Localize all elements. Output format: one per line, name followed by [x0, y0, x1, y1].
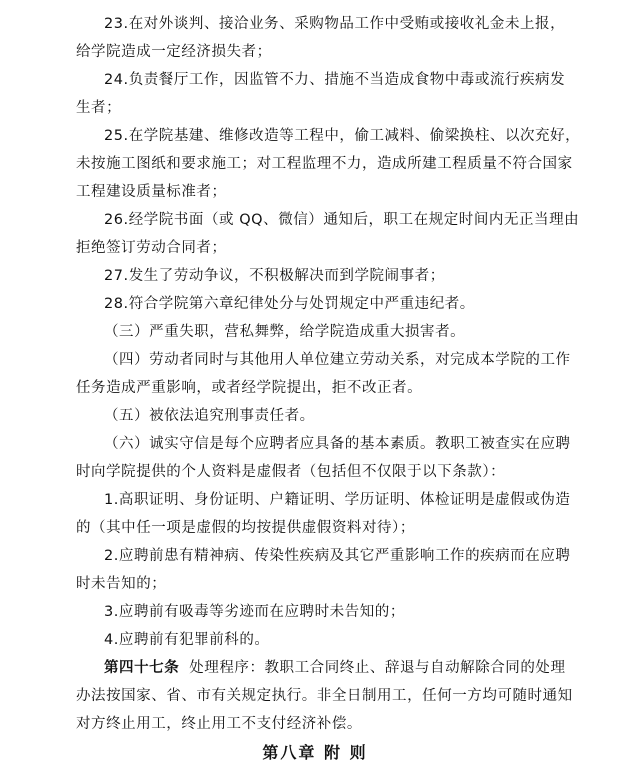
chapter-title: 第八章 附 则 — [262, 743, 368, 762]
item-26-line-1: 26.经学院书面（或 QQ、微信）通知后，职工在规定时间内无正当理由 — [104, 212, 580, 228]
subitem-4: 4.应聘前有犯罪前科的。 — [104, 632, 270, 648]
item-28: 28.符合学院第六章纪律处分与处罚规定中严重违纪者。 — [104, 296, 475, 312]
clause-6-line-1: （六）诚实守信是每个应聘者应具备的基本素质。教职工被查实在应聘 — [104, 436, 571, 452]
article-47-line-2: 办法按国家、省、市有关规定执行。非全日制用工，任何一方均可随时通知 — [76, 688, 573, 704]
subitem-2-line-2: 时未告知的； — [76, 576, 167, 592]
article-47-text-first: 处理程序：教职工合同终止、辞退与自动解除合同的处理 — [189, 660, 566, 676]
item-26-line-2: 拒绝签订劳动合同者； — [76, 240, 227, 256]
clause-4-line-2: 任务造成严重影响，或者经学院提出，拒不改正者。 — [76, 380, 423, 396]
subitem-1-line-2: 的（其中任一项是虚假的均按提供虚假资料对待）； — [76, 520, 415, 536]
article-47-heading: 第四十七条 — [104, 660, 180, 676]
item-25-line-2: 未按施工图纸和要求施工；对工程监理不力，造成所建工程质量不符合国家 — [76, 156, 573, 172]
subitem-1-line-1: 1.高职证明、身份证明、户籍证明、学历证明、体检证明是虚假或伪造 — [104, 492, 571, 508]
item-23-line-1: 23.在对外谈判、接洽业务、采购物品工作中受贿或接收礼金未上报， — [104, 16, 566, 32]
subitem-3: 3.应聘前有吸毒等劣迹而在应聘时未告知的； — [104, 604, 405, 620]
clause-5: （五）被依法追究刑事责任者。 — [104, 408, 315, 424]
item-24-line-1: 24.负责餐厅工作，因监管不力、措施不当造成食物中毒或流行疾病发 — [104, 72, 566, 88]
clause-3: （三）严重失职，营私舞弊，给学院造成重大损害者。 — [104, 324, 466, 340]
item-25-line-1: 25.在学院基建、维修改造等工程中，偷工减料、偷梁换柱、以次充好， — [104, 128, 581, 144]
item-24-line-2: 生者； — [76, 100, 122, 116]
subitem-2-line-1: 2.应聘前患有精神病、传染性疾病及其它严重影响工作的疾病而在应聘 — [104, 548, 571, 564]
clause-4-line-1: （四）劳动者同时与其他用人单位建立劳动关系，对完成本学院的工作 — [104, 352, 571, 368]
item-23-line-2: 给学院造成一定经济损失者； — [76, 44, 272, 60]
item-25-line-3: 工程建设质量标准者； — [76, 184, 227, 200]
item-27: 27.发生了劳动争议，不积极解决而到学院闹事者； — [104, 268, 445, 284]
article-47-line-1 — [104, 658, 566, 678]
clause-6-line-2: 时向学院提供的个人资料是虚假者（包括但不仅限于以下条款）： — [76, 464, 506, 480]
article-47-line-3: 对方终止用工，终止用工不支付经济补偿。 — [76, 716, 362, 732]
